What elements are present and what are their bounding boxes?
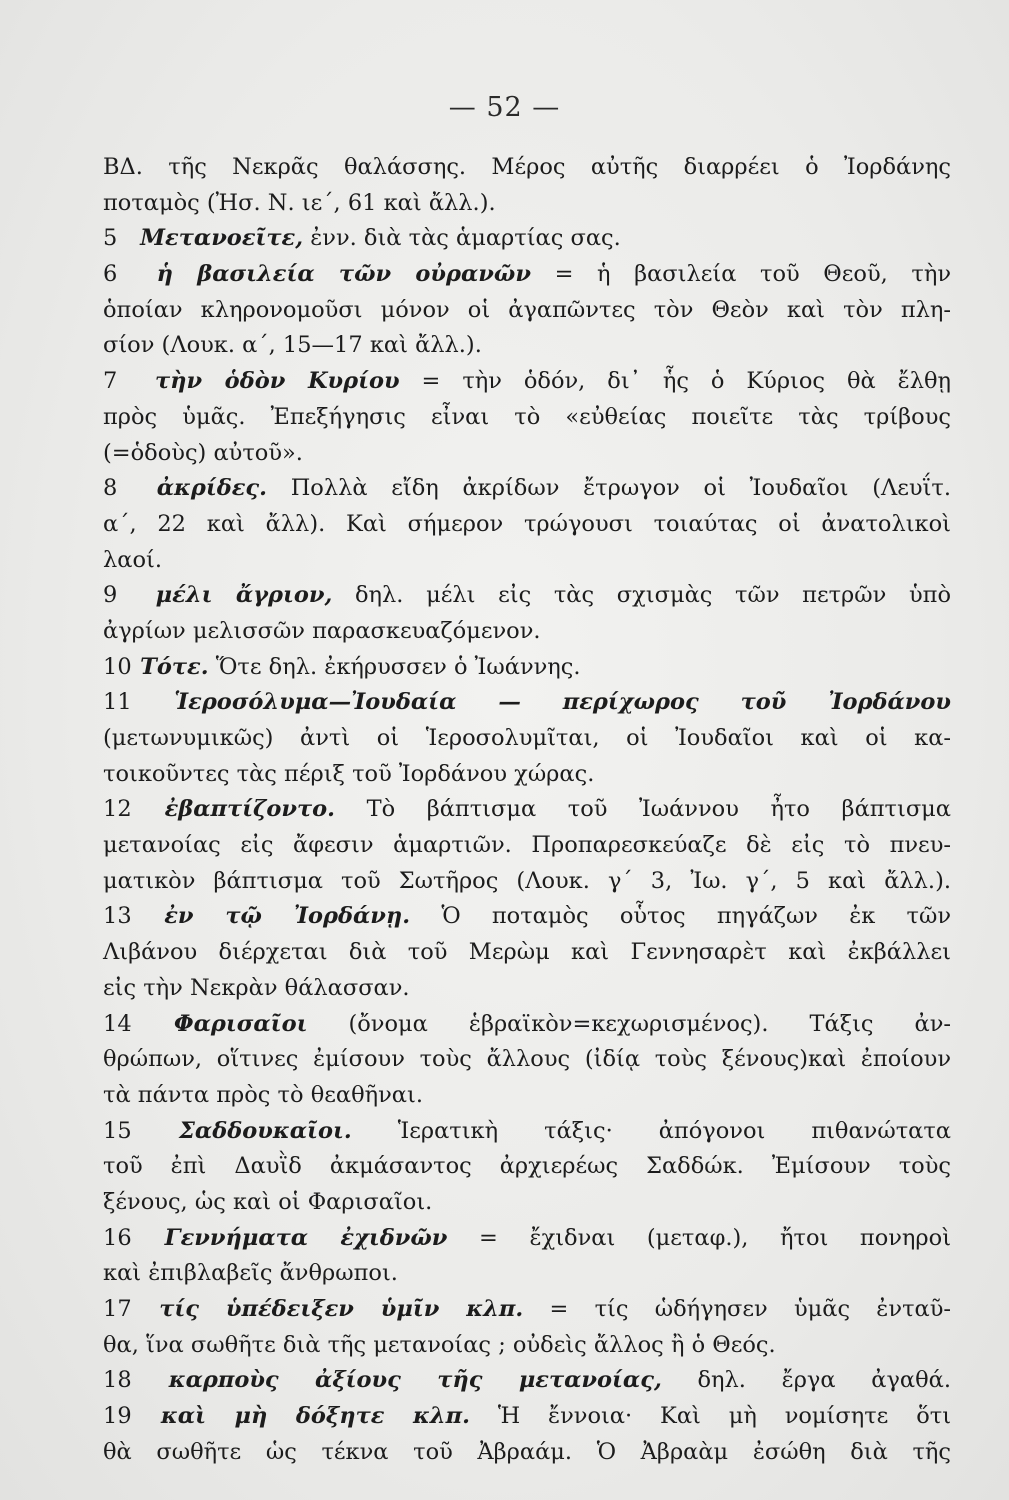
text-line (103, 1185, 951, 1221)
note-lemma: μέλι ἄγριον, (155, 582, 333, 609)
text-line (103, 1363, 951, 1399)
text-line (103, 1221, 951, 1257)
text-line (103, 685, 951, 721)
note-number: 6 (103, 261, 118, 288)
text-line (103, 1435, 951, 1471)
line-text: Λιβάνου διέρχεται διὰ τοῦ Μερὼμ καὶ Γεννησαρὲτ καὶ ἐκβάλλει (103, 939, 951, 966)
line-text: τὰ πάντα πρὸς τὸ θεαθῆναι. (103, 1081, 423, 1108)
text-line (103, 864, 951, 900)
note-lemma: Μετανοεῖτε, (140, 225, 304, 252)
line-text: θρώπων, οἵτινες ἐμίσουν τοὺς ἄλλους (ἰδίᾳ τοὺς ξένους)καὶ ἐποίουν (103, 1046, 951, 1073)
text-line (103, 257, 951, 293)
text-line (103, 364, 951, 400)
line-text: ΒΔ. τῆς Νεκρᾶς θαλάσσης. Μέρος αὐτῆς διαρρέει ὁ Ἰορδάνης (103, 154, 951, 180)
note-number: 18 (103, 1367, 132, 1394)
line-text: = τὴν ὁδόν, δι᾽ ἧς ὁ Κύριος θὰ ἔλθῃ (421, 368, 952, 395)
note-lemma: καὶ μὴ δόξητε κλπ. (160, 1403, 470, 1430)
text-line (103, 507, 951, 543)
text-line (103, 1114, 951, 1150)
note-number: 5 (103, 225, 118, 252)
text-line (103, 436, 951, 472)
text-line (103, 1042, 951, 1078)
line-text: = ἡ βασιλεία τοῦ Θεοῦ, τὴν (554, 261, 952, 288)
note-lemma: ἡ βασιλεία τῶν οὐρανῶν (156, 261, 531, 288)
note-lemma: τίς ὑπέδειξεν ὑμῖν κλπ. (159, 1296, 524, 1322)
note-number: 9 (103, 582, 118, 609)
text-line (103, 293, 951, 329)
line-text: (μετωνυμικῶς) ἀντὶ οἱ Ἱεροσολυμῖται, οἱ Ἰουδαῖοι καὶ οἱ κα- (103, 725, 951, 751)
line-text: = τίς ὡδήγησεν ὑμᾶς ἐνταῦ- (549, 1296, 951, 1322)
line-text: ξένους, ὡς καὶ οἱ Φαρισαῖοι. (103, 1188, 433, 1215)
text-line (103, 971, 951, 1007)
text-line (103, 1256, 951, 1292)
text-line (103, 1149, 951, 1185)
line-text: πρὸς ὑμᾶς. Ἐπεξήγησις εἶναι τὸ «εὐθείας ποιεῖτε τὰς τρίβους (103, 403, 951, 430)
note-lemma: Τότε. (140, 653, 209, 680)
line-text: ἀγρίων μελισσῶν παρασκευαζόμενον. (103, 617, 541, 644)
note-number: 17 (103, 1296, 132, 1322)
text-line (103, 400, 951, 436)
note-lemma: καρποὺς ἀξίους τῆς μετανοίας, (168, 1367, 662, 1394)
note-number: 19 (103, 1403, 132, 1430)
note-lemma: Σαδδουκαῖοι. (179, 1117, 352, 1144)
note-lemma: ἀκρίδες. (156, 475, 267, 502)
text-line (103, 792, 951, 828)
text-line (103, 471, 951, 507)
line-text: ὁποίαν κληρονομοῦσι μόνον οἱ ἀγαπῶντες τὸν Θεὸν καὶ τὸν πλη- (103, 296, 951, 323)
line-text: εἰς τὴν Νεκρὰν θάλασσαν. (103, 974, 410, 1001)
note-number: 12 (103, 796, 132, 823)
text-line (103, 1078, 951, 1114)
note-number: 8 (103, 475, 118, 502)
text-line (103, 828, 951, 864)
line-text: (=ὁδοὺς) αὐτοῦ». (103, 439, 303, 466)
page-number: — 52 — (448, 92, 561, 123)
text-line (103, 221, 951, 257)
line-text: Τὸ βάπτισμα τοῦ Ἰωάννου ἦτο βάπτισμα (366, 796, 951, 823)
line-text: μετανοίας εἰς ἄφεσιν ἁμαρτιῶν. Προπαρεσκεύαζε δὲ εἰς τὸ πνευ- (103, 832, 951, 859)
note-number: 15 (103, 1117, 132, 1144)
line-text: σίον (Λουκ. α΄, 15—17 καὶ ἄλλ.). (103, 332, 482, 359)
note-number: 14 (103, 1010, 132, 1037)
line-text: ποταμὸς (Ἠσ. Ν. ιε΄, 61 καὶ ἄλλ.). (103, 189, 496, 216)
line-text: Ὁ ποταμὸς οὗτος πηγάζων ἐκ τῶν (441, 903, 952, 930)
text-line (103, 543, 951, 579)
note-number: 10 (103, 653, 132, 680)
line-text: λαοί. (103, 546, 162, 573)
line-text: θα, ἵνα σωθῆτε διὰ τῆς μετανοίας ; οὐδεὶς ἄλλος ἢ ὁ Θεός. (103, 1331, 776, 1358)
line-text: Ἱερατικὴ τάξις· ἀπόγονοι πιθανώτατα (397, 1117, 951, 1144)
line-text: καὶ ἐπιβλαβεῖς ἄνθρωποι. (103, 1260, 398, 1287)
note-lemma: ἐβαπτίζοντο. (164, 796, 335, 823)
line-text: δηλ. μέλι εἰς τὰς σχισμὰς τῶν πετρῶν ὑπὸ (354, 582, 951, 609)
line-text: ματικὸν βάπτισμα τοῦ Σωτῆρος (Λουκ. γ΄ 3, Ἰω. γ΄, 5 καὶ ἄλλ.). (103, 867, 951, 894)
line-text: (ὄνομα ἑβραϊκὸν=κεχωρισμένος). Τάξις ἀν- (348, 1010, 951, 1037)
text-line (103, 1007, 951, 1043)
text-line (103, 899, 951, 935)
note-lemma: ἐν τῷ Ἰορδάνῃ. (164, 903, 411, 930)
text-line (103, 1399, 951, 1435)
line-text: Ἡ ἔννοια· Καὶ μὴ νομίσητε ὅτι (497, 1403, 952, 1430)
text-line (103, 186, 951, 222)
note-number: 7 (103, 368, 118, 395)
text-line (103, 1292, 951, 1328)
text-line (103, 1328, 951, 1364)
line-text: δηλ. ἔργα ἀγαθά. (697, 1367, 951, 1394)
text-line (103, 614, 951, 650)
line-text: θὰ σωθῆτε ὡς τέκνα τοῦ Ἀβραάμ. Ὁ Ἀβραὰμ ἐσώθη διὰ τῆς (103, 1438, 951, 1465)
text-line (103, 650, 951, 686)
line-text: ἐνν. διὰ τὰς ἁμαρτίας σας. (310, 225, 621, 252)
text-line (103, 721, 951, 757)
commentary-text (103, 150, 951, 1470)
note-lemma: Φαρισαῖοι (174, 1010, 308, 1037)
note-lemma: τὴν ὁδὸν Κυρίου (154, 368, 400, 395)
text-line (103, 150, 951, 186)
note-lemma: Γεννήματα ἐχιδνῶν (164, 1224, 448, 1251)
text-line (103, 757, 951, 793)
text-line (103, 328, 951, 364)
line-text: α΄, 22 καὶ ἄλλ). Καὶ σήμερον τρώγουσι τοιαύτας οἱ ἀνατολικοὶ (103, 510, 951, 537)
line-text: Ὅτε δηλ. ἐκήρυσσεν ὁ Ἰωάννης. (215, 653, 581, 680)
line-text: Πολλὰ εἴδη ἀκρίδων ἔτρωγον οἱ Ἰουδαῖοι (Λευΐτ. (290, 475, 952, 502)
note-number: 13 (103, 903, 132, 930)
line-text: τοικοῦντες τὰς πέριξ τοῦ Ἰορδάνου χώρας. (103, 760, 595, 787)
note-number: 16 (103, 1224, 132, 1251)
line-text: τοῦ ἐπὶ Δαυῒδ ἀκμάσαντος ἀρχιερέως Σαδδώκ. Ἐμίσουν τοὺς (103, 1153, 951, 1180)
note-number: 11 (103, 689, 132, 716)
line-text: = ἔχιδναι (μεταφ.), ἤτοι πονηροὶ (479, 1224, 952, 1251)
text-line (103, 578, 951, 614)
text-line (103, 935, 951, 971)
note-lemma: Ἱεροσόλυμα—Ἰουδαία — περίχωρος τοῦ Ἰορδάνου (174, 689, 951, 716)
